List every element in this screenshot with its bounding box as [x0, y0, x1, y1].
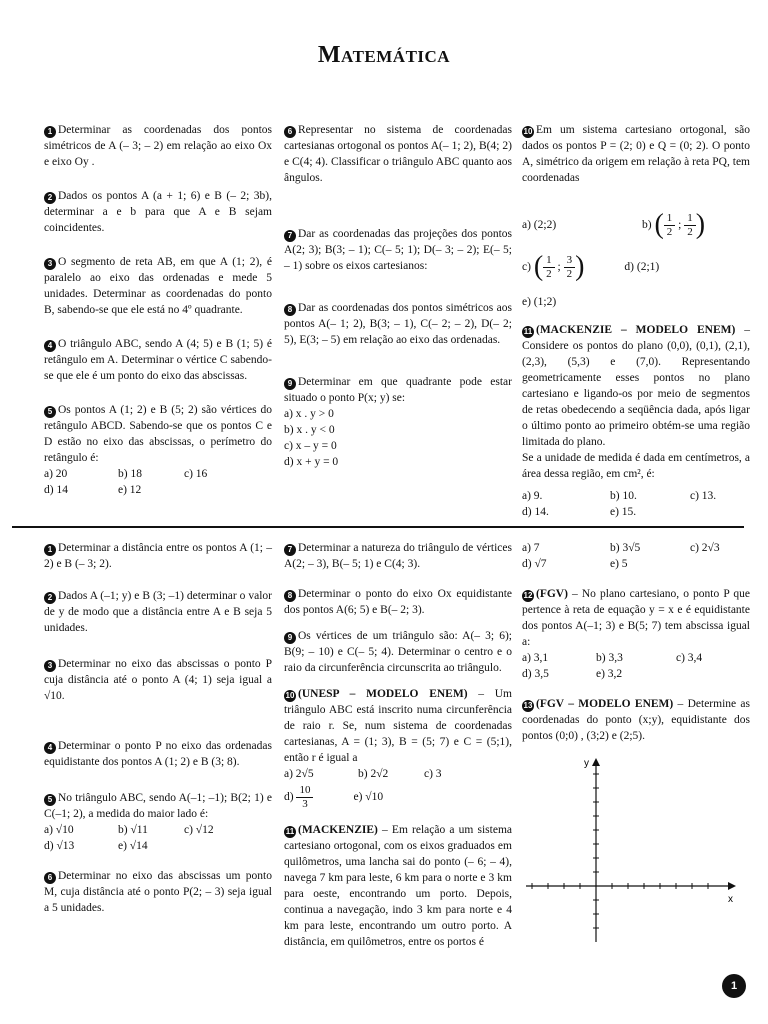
question-number-badge: 4	[44, 742, 56, 754]
option: d) 3,5	[522, 668, 549, 680]
question-text: Determinar a natureza do triângulo de vértices A(2; – 3), B(– 5; 1) e C(4; 3).	[284, 542, 512, 570]
options-grid	[284, 406, 512, 470]
options-grid	[522, 650, 750, 682]
question-10	[284, 686, 512, 812]
option: a) 7	[522, 542, 540, 554]
question-4	[44, 336, 272, 384]
question-text: Determinar o ponto do eixo Ox equidistante dos pontos A(6; 5) e B(– 2; 3).	[284, 588, 512, 616]
y-axis-label: y	[584, 758, 589, 769]
option: e) 12	[118, 484, 142, 496]
question-number-badge: 1	[44, 126, 56, 138]
question-1	[44, 122, 272, 170]
question-text: Dar as coordenadas dos pontos simétricos aos pontos A(– 1; 2), B(3; – 1), C(– 2; – 2), D(– 2; 5), E(3; – 5) em relação ao eixo das ordenadas.	[284, 302, 512, 346]
question-number-badge: 11	[523, 327, 533, 336]
question-5	[44, 790, 272, 854]
question-number-badge: 7	[284, 230, 296, 242]
option-b-label: b)	[642, 219, 652, 231]
option: e) √14	[118, 840, 148, 852]
option: a) 3,1	[522, 652, 549, 664]
question-8	[284, 586, 512, 618]
question-4	[44, 738, 272, 770]
question-number-badge: 5	[44, 406, 56, 418]
question-number-badge: 3	[44, 258, 56, 270]
question-6	[284, 122, 512, 186]
option-e: e) √10	[353, 791, 384, 803]
question-text: No triângulo ABC, sendo A(–1; –1); B(2; 1) e C(–1; 2), a medida do maior lado é:	[44, 792, 272, 820]
question-source: (UNESP – MODELO ENEM)	[298, 688, 468, 700]
question-text: Determinar no eixo das abscissas um ponto M, cuja distância até o ponto P(2; – 3) seja igual a 5 unidades.	[44, 870, 272, 914]
option: c) 2√3	[690, 542, 720, 554]
question-number-badge: 1	[44, 544, 56, 556]
question-number-badge: 8	[284, 590, 296, 602]
question-3	[44, 254, 272, 318]
option: c) 16	[184, 468, 208, 480]
question-number-badge: 12	[523, 591, 533, 600]
question-5	[44, 402, 272, 498]
question-9	[284, 374, 512, 470]
option-row	[284, 782, 512, 812]
option: d) √13	[44, 840, 75, 852]
question-number-badge: 10	[285, 691, 295, 700]
option-d-label: d)	[284, 791, 294, 803]
question-number-badge: 3	[44, 660, 56, 672]
top-column-1	[44, 122, 272, 498]
options-grid	[44, 466, 272, 498]
question-text: Determinar as coordenadas dos pontos simétricos de A (– 3; – 2) em relação ao eixo Ox e eixo Oy .	[44, 124, 272, 168]
question-text: – Determine as coordenadas do ponto (x;y), equidistante dos pontos (0;0) , (3;2) e (2;5).	[522, 698, 750, 742]
question-text: O segmento de reta AB, em que A (1; 2), é paralelo ao eixo das ordenadas e mede 5 unidades. Determinar as coordenadas do ponto B, sabendo-se que ele está no 4º quadrante.	[44, 256, 272, 316]
option-e: e) (1;2)	[522, 296, 557, 308]
fraction: $\frac{1}{2}$	[684, 212, 696, 239]
option: a) 9.	[522, 490, 543, 502]
question-text: Determinar o ponto P no eixo das ordenadas equidistante dos pontos A (1; 2) e B (3; 8).	[44, 740, 272, 768]
option: b) 3,3	[596, 652, 623, 664]
option: c) 13.	[690, 490, 717, 502]
page-number: 1	[722, 974, 746, 998]
fraction: $\frac{1}{2}$	[543, 254, 555, 281]
option: b) x . y < 0	[284, 424, 335, 436]
x-axis-arrow	[728, 882, 736, 890]
question-text: Em um sistema cartesiano ortogonal, são dados os pontos P = (2; 0) e Q = (0; 2). O ponto A, simétrico da origem em relação à reta PQ, tem coordenadas	[522, 124, 750, 184]
question-13	[522, 696, 750, 744]
option: c) 3,4	[676, 652, 703, 664]
question-text: – Em relação a um sistema cartesiano ortogonal, com os eixos graduados em quilômetros, uma lancha sai do ponto (– 6; – 4), navega 7 km para leste, 6 km para o norte e 3 km para oeste, encontrando um porto. Depois, continua a navegação, indo 3 km para norte e 4 km para leste, encontrando um outro porto. A distância, em quilômetros, entre os portos é	[284, 824, 512, 948]
question-2	[44, 188, 272, 236]
question-source: (MACKENZIE)	[298, 824, 378, 836]
option: d) √7	[522, 558, 547, 570]
bottom-column-1	[44, 540, 272, 916]
question-3	[44, 656, 272, 704]
question-number-badge: 6	[44, 872, 56, 884]
option: d) 14	[44, 484, 68, 496]
question-number-badge: 2	[44, 192, 56, 204]
options-grid	[284, 766, 512, 782]
option: b) 2√2	[358, 768, 389, 780]
question-1	[44, 540, 272, 572]
options-grid	[44, 822, 272, 854]
question-2	[44, 588, 272, 636]
question-text: Os pontos A (1; 2) e B (5; 2) são vértices do retângulo ABCD. Sabendo-se que os pontos C e D estão no eixo das abscissas, o perímetro do retângulo é:	[44, 404, 272, 464]
question-number-badge: 4	[44, 340, 56, 352]
question-text: O triângulo ABC, sendo A (4; 5) e B (1; 5) é retângulo em A. Determinar o vértice C sabendo-se que ele é um ponto do eixo das abscissas.	[44, 338, 272, 382]
option: b) 18	[118, 468, 142, 480]
question-12	[522, 586, 750, 650]
option-row: a) (2;2) b) ( $\frac{1}{2}$ ; $\frac{1}{2}$ )	[522, 209, 706, 240]
fraction: $\frac{1}{2}$	[664, 212, 676, 239]
question-8	[284, 300, 512, 348]
question-number-badge: 6	[284, 126, 296, 138]
question-7	[284, 226, 512, 274]
question-text: Dados A (–1; y) e B (3; –1) determinar o valor de y de modo que a distância entre A e B seja 5 unidades.	[44, 590, 272, 634]
question-source: (FGV)	[536, 588, 568, 600]
option: b) 10.	[610, 490, 637, 502]
question-text: Dados os pontos A (a + 1; 6) e B (– 2; 3b), determinar a e b para que A e B sejam coincidentes.	[44, 190, 272, 234]
option: a) x . y > 0	[284, 408, 334, 420]
question-number-badge: 13	[523, 701, 533, 710]
option-d: d) (2;1)	[624, 261, 660, 273]
question-text: Dar as coordenadas das projeções dos pontos A(2; 3); B(3; – 1); C(– 5; 1); D(– 3; – 2); E(– 5; – 1) sobre os eixos cartesianos:	[284, 228, 512, 272]
question-6	[44, 868, 272, 916]
option-a: a) (2;2)	[522, 219, 557, 231]
question-source: (FGV – MODELO ENEM)	[536, 698, 674, 710]
page-title: Matemática	[317, 42, 451, 68]
question-number-badge: 2	[44, 592, 56, 604]
question-number-badge: 9	[284, 632, 296, 644]
cartesian-axes	[522, 752, 746, 952]
option: d) x + y = 0	[284, 456, 339, 468]
option: c) x – y = 0	[284, 440, 337, 452]
option: a) 20	[44, 468, 68, 480]
option: e) 3,2	[596, 668, 623, 680]
question-11	[284, 822, 512, 950]
section-divider	[12, 526, 744, 528]
question-text: – No plano cartesiano, o ponto P que pertence à reta de equação y = x e é equidistante dos pontos A(–1; 3) e B(5; 7) tem abscissa igual a:	[522, 588, 750, 648]
question-text: Representar no sistema de coordenadas cartesianas ortogonal os pontos A(– 1; 2), B(4; 2) e C(4; 4). Classificar o triângulo ABC quanto aos ângulos.	[284, 124, 512, 184]
question-text: Determinar no eixo das abscissas o ponto P cuja distância até o ponto A (4; 1) seja igual a √10.	[44, 658, 272, 702]
bottom-column-2	[284, 540, 512, 950]
question-text: – Considere os pontos do plano (0,0), (0,1), (2,1), (2,3), (5,3) e (7,0). Representando geometricamente esses pontos no plano cartesiano e ligando-os por meio de segmentos de retas obedecendo a seqüência dada, após ligar o último ponto ao primeiro obtém-se uma região limitada do plano.	[522, 324, 750, 448]
axis-ticks	[532, 774, 708, 928]
option: b) 3√5	[610, 542, 641, 554]
x-axis-label: x	[728, 894, 733, 905]
y-axis-arrow	[592, 758, 600, 766]
option: c) √12	[184, 824, 214, 836]
question-7	[284, 540, 512, 572]
question-text: Determinar em que quadrante pode estar situado o ponto P(x; y) se:	[284, 376, 512, 404]
question-11	[522, 322, 750, 450]
question-number-badge: 7	[284, 544, 296, 556]
option-c-label: c)	[522, 261, 531, 273]
question-source: (MACKENZIE – MODELO ENEM)	[536, 324, 736, 336]
option: b) √11	[118, 824, 148, 836]
top-column-2	[284, 122, 512, 470]
option: d) 14.	[522, 506, 549, 518]
option: c) 3	[424, 768, 442, 780]
option: a) 2√5	[284, 768, 314, 780]
bottom-column-3	[522, 540, 750, 952]
question-number-badge: 10	[523, 127, 533, 136]
question-text: Determinar a distância entre os pontos A (1; – 2) e B (– 3; 2).	[44, 542, 272, 570]
question-number-badge: 11	[285, 827, 295, 836]
options-grid	[522, 540, 750, 572]
options-grid	[522, 488, 750, 520]
question-text: Os vértices de um triângulo são: A(– 3; 6); B(9; – 10) e C(– 5; 4). Determinar o centro e o raio da circunferência circunscrita ao triângulo.	[284, 630, 512, 674]
option: e) 5	[610, 558, 628, 570]
fraction: $\frac{3}{2}$	[564, 254, 576, 281]
question-text-2: Se a unidade de medida é dada em centímetros, a área dessa região, em cm², é:	[522, 452, 750, 480]
question-9	[284, 628, 512, 676]
question-number-badge: 9	[284, 378, 296, 390]
question-number-badge: 8	[284, 304, 296, 316]
option-row: c) ( $\frac{1}{2}$ ; $\frac{3}{2}$ ) d) (2;1)	[522, 251, 660, 282]
option: e) 15.	[610, 506, 637, 518]
option: a) √10	[44, 824, 74, 836]
question-10	[522, 122, 750, 186]
question-text: – Um triângulo ABC está inscrito numa circunferência de raio r. Se, num sistema de coordenadas cartesianas, A = (1; 3), B = (5; 7) e C = (5;1), então r é igual a	[284, 688, 513, 764]
top-column-3	[522, 122, 750, 520]
question-number-badge: 5	[44, 794, 56, 806]
fraction: $\frac{10}{3}$	[296, 784, 313, 811]
